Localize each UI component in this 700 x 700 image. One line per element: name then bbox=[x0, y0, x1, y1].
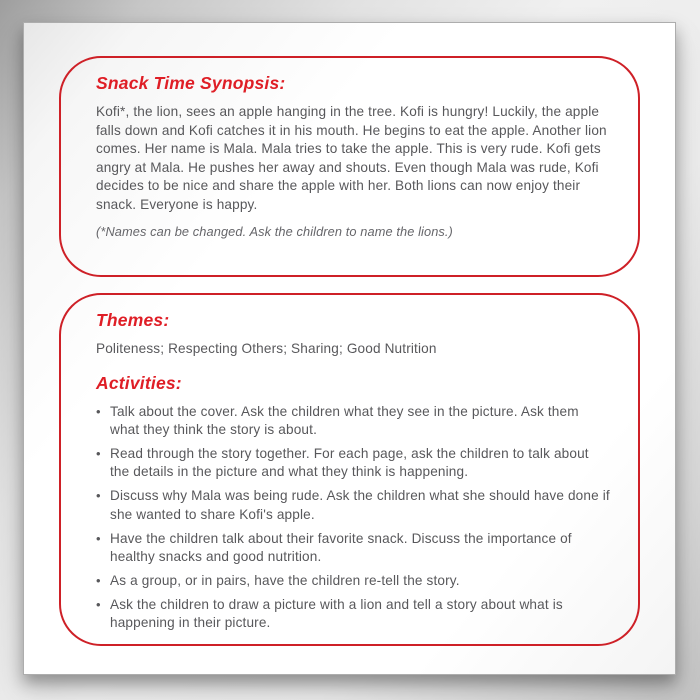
details-box bbox=[59, 293, 640, 646]
activity-item bbox=[96, 445, 610, 482]
activities-heading: Activities: bbox=[96, 372, 182, 393]
activity-item bbox=[96, 487, 610, 524]
activity-text: Discuss why Mala was being rude. Ask the children what she should have done if she wanted to share Kofi's apple. bbox=[110, 488, 610, 522]
activity-text: Read through the story together. For each page, ask the children to talk about the details in the picture and what they think is happening. bbox=[110, 445, 589, 480]
activity-item bbox=[96, 572, 610, 590]
bullet-icon: • bbox=[96, 530, 101, 546]
activity-card bbox=[23, 22, 676, 675]
activity-item bbox=[96, 530, 610, 567]
synopsis-body: Kofi*, the lion, sees an apple hanging in the tree. Kofi is hungry! Luckily, the apple falls down and Kofi catches it in his mouth. He begins to eat the apple. Another lion comes. Her name is Mala. Mala tries to take the apple. This is very rude. Kofi gets angry at Mala. He pushes her away and shouts. Even though Mala was rude, Kofi decides to be nice and share the apple with her. Both lions can now enjoy their snack. Everyone is happy. bbox=[96, 104, 607, 212]
themes-heading: Themes: bbox=[96, 310, 170, 330]
synopsis-box bbox=[59, 56, 640, 277]
bullet-icon: • bbox=[96, 596, 101, 612]
activity-text: Ask the children to draw a picture with a lion and tell a story about what is happening in their picture. bbox=[110, 596, 563, 631]
activity-text: Talk about the cover. Ask the children what they see in the picture. Ask them what they think the story is about. bbox=[110, 403, 579, 437]
activity-text: Have the children talk about their favorite snack. Discuss the importance of healthy snacks and good nutrition. bbox=[110, 530, 572, 564]
activity-item bbox=[96, 596, 610, 633]
activities-list bbox=[96, 403, 610, 633]
synopsis-note: (*Names can be changed. Ask the children to name the lions.) bbox=[96, 223, 453, 239]
bullet-icon: • bbox=[96, 572, 101, 588]
themes-text: Politeness; Respecting Others; Sharing; Good Nutrition bbox=[96, 341, 437, 356]
activity-item bbox=[96, 403, 610, 440]
synopsis-heading: Snack Time Synopsis: bbox=[96, 73, 286, 93]
bullet-icon: • bbox=[96, 488, 101, 504]
activity-text: As a group, or in pairs, have the children re-tell the story. bbox=[110, 572, 460, 588]
bullet-icon: • bbox=[96, 403, 101, 419]
bullet-icon: • bbox=[96, 445, 101, 461]
